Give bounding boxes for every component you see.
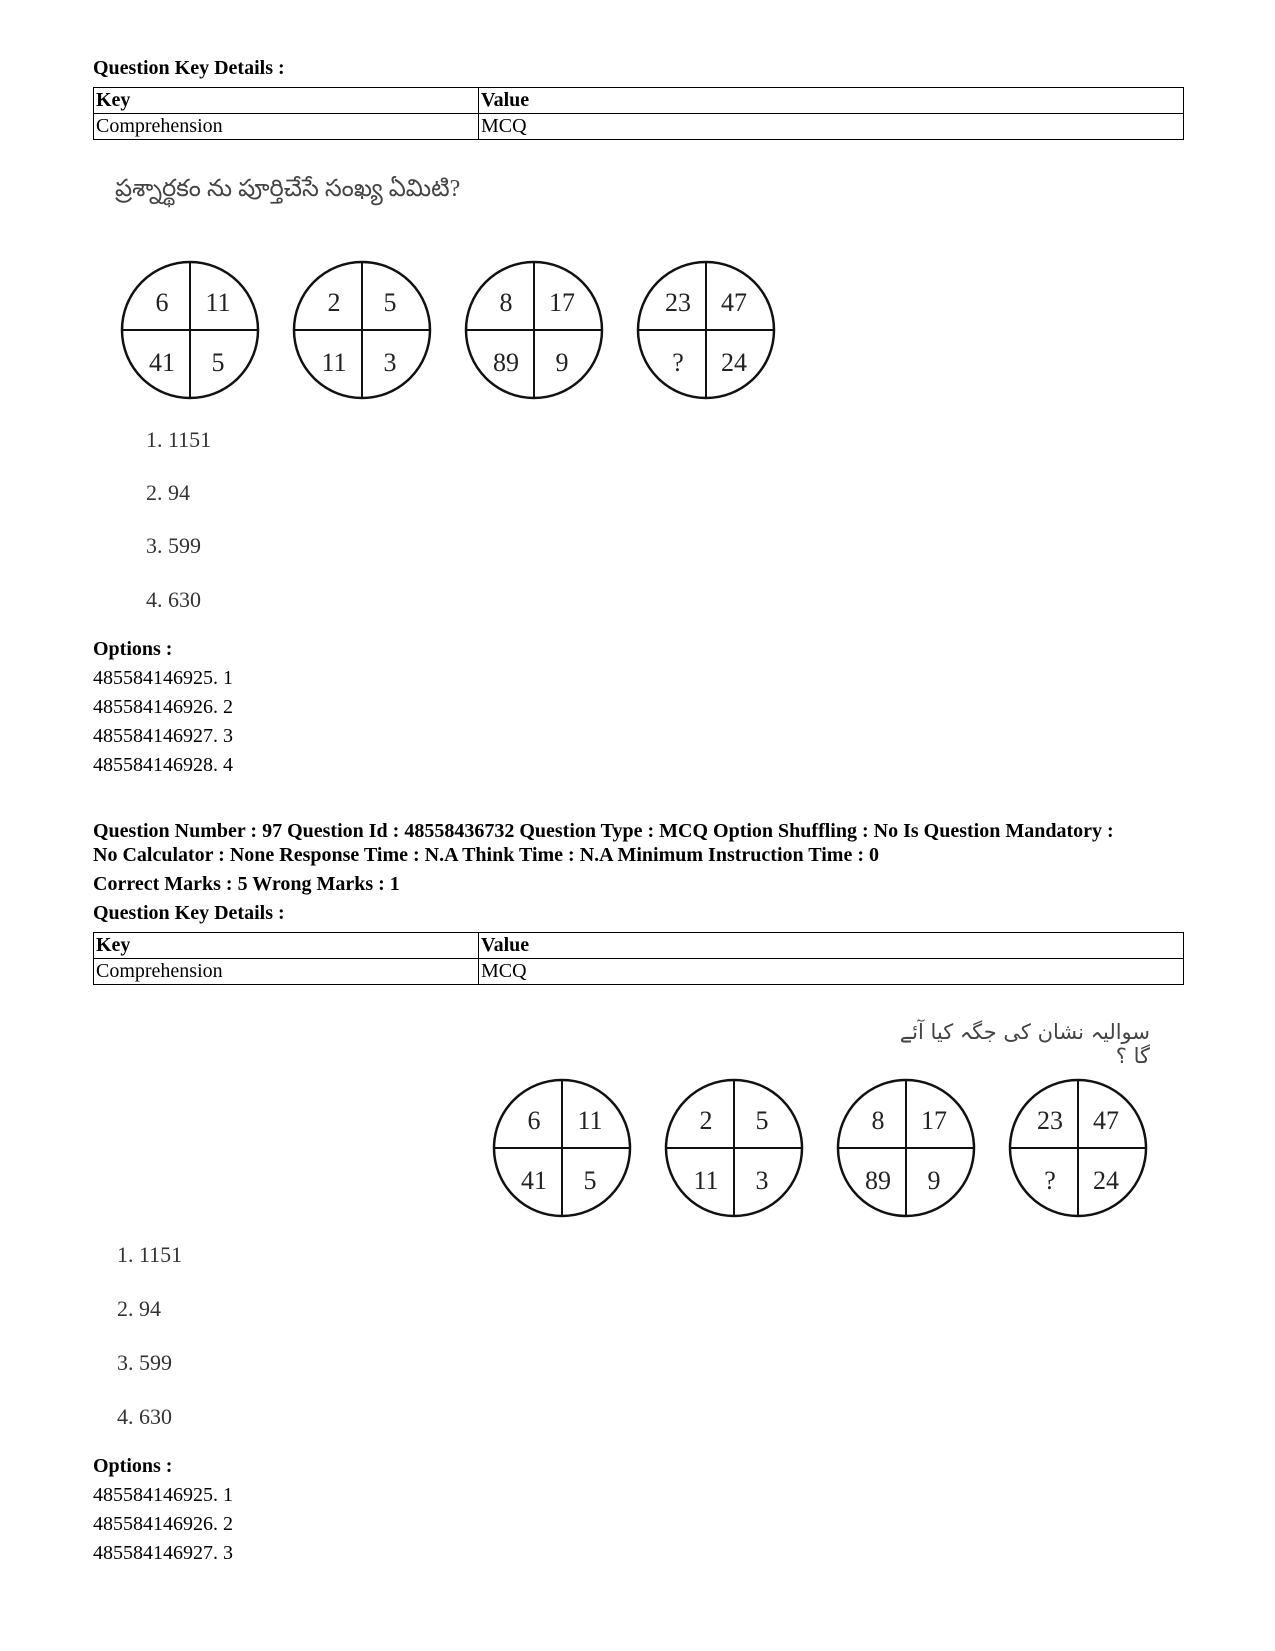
circle-quadrant-value: 47 <box>1093 1106 1119 1135</box>
circle-quadrant-value: 6 <box>527 1106 541 1135</box>
option-item: 485584146926. 2 <box>93 1513 233 1535</box>
option-item: 485584146925. 1 <box>93 667 233 689</box>
quartered-circle <box>294 262 430 398</box>
table-header-key: Key <box>94 88 479 114</box>
circle-quadrant-value: 11 <box>321 348 347 377</box>
circle-quadrant-value: 5 <box>755 1106 769 1135</box>
circle-quadrant-value: ? <box>672 348 684 377</box>
table-header-value: Value <box>479 933 1184 959</box>
answer-choice: 1. 1151 <box>117 1242 183 1267</box>
table-cell-key: Comprehension <box>94 959 479 985</box>
circle-quadrant-value: 17 <box>921 1106 947 1135</box>
circle-quadrant-value: 5 <box>383 288 397 317</box>
circle-quadrant-value: ? <box>1044 1166 1056 1195</box>
circle-quadrant-value: 8 <box>499 288 513 317</box>
question-text: سوالیہ نشان کی جگہ کیا آئے گا ؟ <box>899 1020 1150 1068</box>
answer-choice: 2. 94 <box>117 1296 161 1321</box>
option-item: 485584146925. 1 <box>93 1484 233 1506</box>
circle-quadrant-value: 41 <box>521 1166 547 1195</box>
answer-choice: 3. 599 <box>117 1350 172 1375</box>
circle-quadrant-value: 3 <box>383 348 397 377</box>
circle-quadrant-value: 24 <box>1093 1166 1119 1195</box>
option-item: 485584146928. 4 <box>93 754 233 776</box>
answer-choice: 4. 630 <box>117 1404 172 1429</box>
circle-quadrant-value: 89 <box>865 1166 891 1195</box>
quartered-circle <box>666 1080 802 1216</box>
circle-puzzle-figure <box>110 250 790 410</box>
quartered-circle <box>1010 1080 1146 1216</box>
quartered-circle <box>466 262 602 398</box>
table-row <box>94 88 1184 114</box>
key-details-table <box>93 87 1184 140</box>
circle-quadrant-value: 47 <box>721 288 747 317</box>
circle-quadrant-value: 5 <box>211 348 225 377</box>
circle-quadrant-value: 9 <box>555 348 569 377</box>
circle-quadrant-value: 6 <box>155 288 169 317</box>
table-cell-key: Comprehension <box>94 114 479 140</box>
table-row <box>94 933 1184 959</box>
circle-puzzle-figure <box>482 1068 1162 1228</box>
circle-quadrant-value: 17 <box>549 288 575 317</box>
answer-choice: 1. 1151 <box>146 427 212 452</box>
circle-quadrant-value: 5 <box>583 1166 597 1195</box>
circle-quadrant-value: 2 <box>699 1106 713 1135</box>
key-details-table <box>93 932 1184 985</box>
table-header-value: Value <box>479 88 1184 114</box>
circle-quadrant-value: 11 <box>205 288 231 317</box>
option-item: 485584146927. 3 <box>93 725 233 747</box>
key-details-label: Question Key Details : <box>93 57 285 79</box>
circle-quadrant-value: 89 <box>493 348 519 377</box>
marks-line: Correct Marks : 5 Wrong Marks : 1 <box>93 873 400 895</box>
circle-quadrant-value: 11 <box>577 1106 603 1135</box>
option-item: 485584146927. 3 <box>93 1542 233 1564</box>
circle-quadrant-value: 2 <box>327 288 341 317</box>
circle-quadrant-value: 9 <box>927 1166 941 1195</box>
key-details-label: Question Key Details : <box>93 902 285 924</box>
circle-quadrant-value: 3 <box>755 1166 769 1195</box>
circle-quadrant-value: 23 <box>1037 1106 1063 1135</box>
circle-quadrant-value: 23 <box>665 288 691 317</box>
answer-choice: 2. 94 <box>146 480 190 505</box>
circle-quadrant-value: 24 <box>721 348 747 377</box>
circle-quadrant-value: 11 <box>693 1166 719 1195</box>
answer-choice: 3. 599 <box>146 533 201 558</box>
quartered-circle <box>122 262 258 398</box>
table-header-key: Key <box>94 933 479 959</box>
circle-quadrant-value: 41 <box>149 348 175 377</box>
answer-choice: 4. 630 <box>146 587 201 612</box>
options-label: Options : <box>93 638 173 660</box>
quartered-circle <box>838 1080 974 1216</box>
question-meta-line: No Calculator : None Response Time : N.A Think Time : N.A Minimum Instruction Time : 0 <box>93 844 879 866</box>
table-row <box>94 114 1184 140</box>
table-cell-value: MCQ <box>479 959 1184 985</box>
circle-quadrant-value: 8 <box>871 1106 885 1135</box>
question-meta-line: Question Number : 97 Question Id : 48558436732 Question Type : MCQ Option Shuffling : No Is Question Mandatory : <box>93 820 1114 842</box>
option-item: 485584146926. 2 <box>93 696 233 718</box>
table-row <box>94 959 1184 985</box>
question-text: ప్రశ్నార్థకం ను పూర్తిచేసే సంఖ్య ఏమిటి? <box>115 176 461 202</box>
quartered-circle <box>638 262 774 398</box>
options-label: Options : <box>93 1455 173 1477</box>
table-cell-value: MCQ <box>479 114 1184 140</box>
quartered-circle <box>494 1080 630 1216</box>
